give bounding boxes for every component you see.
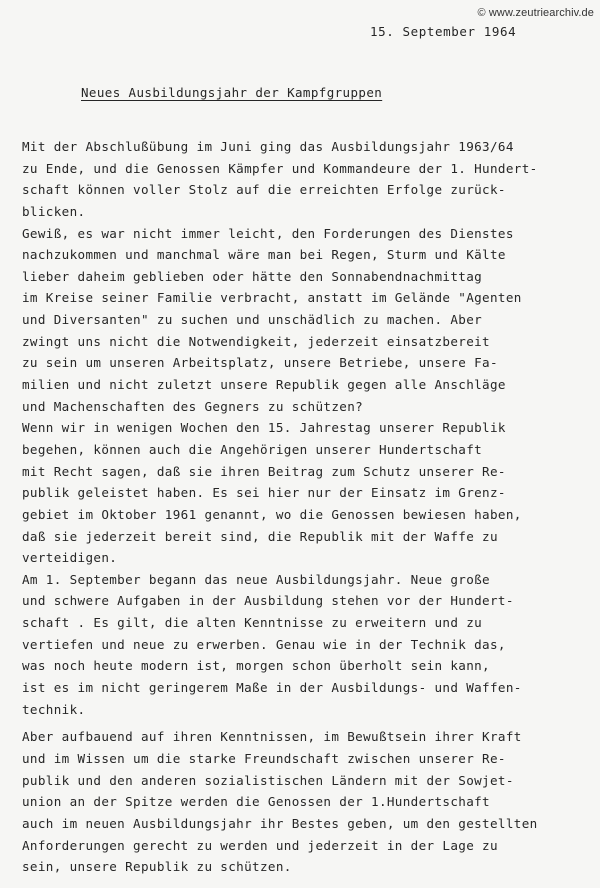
document-date: 15. September 1964 (370, 24, 517, 39)
text-line: begehen, können auch die Angehörigen unserer Hundertschaft (22, 441, 483, 457)
text-line: sein, unsere Republik zu schützen. (22, 859, 292, 875)
text-line: zwingt uns nicht die Notwendigkeit, jederzeit einsatzbereit (22, 333, 490, 349)
text-line: verteidigen. (22, 550, 118, 566)
text-line: Wenn wir in wenigen Wochen den 15. Jahrestag unserer Republik (22, 420, 506, 436)
document-title: Neues Ausbildungsjahr der Kampfgruppen (81, 85, 383, 100)
text-line: milien und nicht zuletzt unsere Republik gegen alle Anschläge (22, 377, 506, 393)
text-line: zu Ende, und die Genossen Kämpfer und Kommandeure der 1. Hundert- (22, 160, 538, 176)
text-line: publik und den anderen sozialistischen Ländern mit der Sowjet- (22, 772, 514, 788)
text-line: gebiet im Oktober 1961 genannt, wo die Genossen bewiesen haben, (22, 506, 522, 522)
document-body (22, 136, 592, 878)
paragraph (22, 223, 592, 418)
paragraph (22, 417, 592, 568)
text-line: und Diversanten" zu suchen und unschädlich zu machen. Aber (22, 312, 483, 328)
paragraph (22, 136, 592, 223)
watermark: © www.zeutriearchiv.de (477, 7, 594, 19)
text-line: zu sein um unseren Arbeitsplatz, unsere Betriebe, unsere Fa- (22, 355, 498, 371)
text-line: Gewiß, es war nicht immer leicht, den Forderungen des Dienstes (22, 225, 514, 241)
text-line: schaft . Es gilt, die alten Kenntnisse zu erweitern und zu (22, 615, 483, 631)
text-line: union an der Spitze werden die Genossen der 1.Hundertschaft (22, 794, 490, 810)
text-line: und Machenschaften des Gegners zu schützen? (22, 398, 364, 414)
text-line: lieber daheim geblieben oder hätte den Sonnabendnachmittag (22, 268, 483, 284)
text-line: und schwere Aufgaben in der Ausbildung stehen vor der Hundert- (22, 593, 514, 609)
text-line: schaft können voller Stolz auf die erreichten Erfolge zurück- (22, 182, 506, 198)
paragraph (22, 726, 592, 877)
text-line: im Kreise seiner Familie verbracht, anstatt im Gelände "Agenten (22, 290, 522, 306)
text-line: ist es im nicht geringerem Maße in der Ausbildungs- und Waffen- (22, 680, 522, 696)
text-line: Mit der Abschlußübung im Juni ging das Ausbildungsjahr 1963/64 (22, 139, 514, 154)
paragraph (22, 569, 592, 720)
text-line: und im Wissen um die starke Freundschaft zwischen unserer Re- (22, 750, 506, 766)
text-line: was noch heute modern ist, morgen schon überholt sein kann, (22, 658, 490, 674)
text-line: daß sie jederzeit bereit sind, die Republik mit der Waffe zu (22, 528, 498, 544)
text-line: Am 1. September begann das neue Ausbildungsjahr. Neue große (22, 571, 490, 587)
text-line: blicken. (22, 203, 86, 219)
text-line: mit Recht sagen, daß sie ihren Beitrag zum Schutz unserer Re- (22, 463, 506, 479)
text-line: vertiefen und neue zu erwerben. Genau wie in der Technik das, (22, 636, 506, 652)
text-line: nachzukommen und manchmal wäre man bei Regen, Sturm und Kälte (22, 247, 506, 263)
text-line: Aber aufbauend auf ihren Kenntnissen, im Bewußtsein ihrer Kraft (22, 729, 522, 745)
text-line: publik geleistet haben. Es sei hier nur der Einsatz im Grenz- (22, 485, 506, 501)
text-line: technik. (22, 701, 86, 717)
text-line: Anforderungen gerecht zu werden und jederzeit in der Lage zu (22, 837, 498, 853)
text-line: auch im neuen Ausbildungsjahr ihr Bestes geben, um den gestellten (22, 815, 538, 831)
